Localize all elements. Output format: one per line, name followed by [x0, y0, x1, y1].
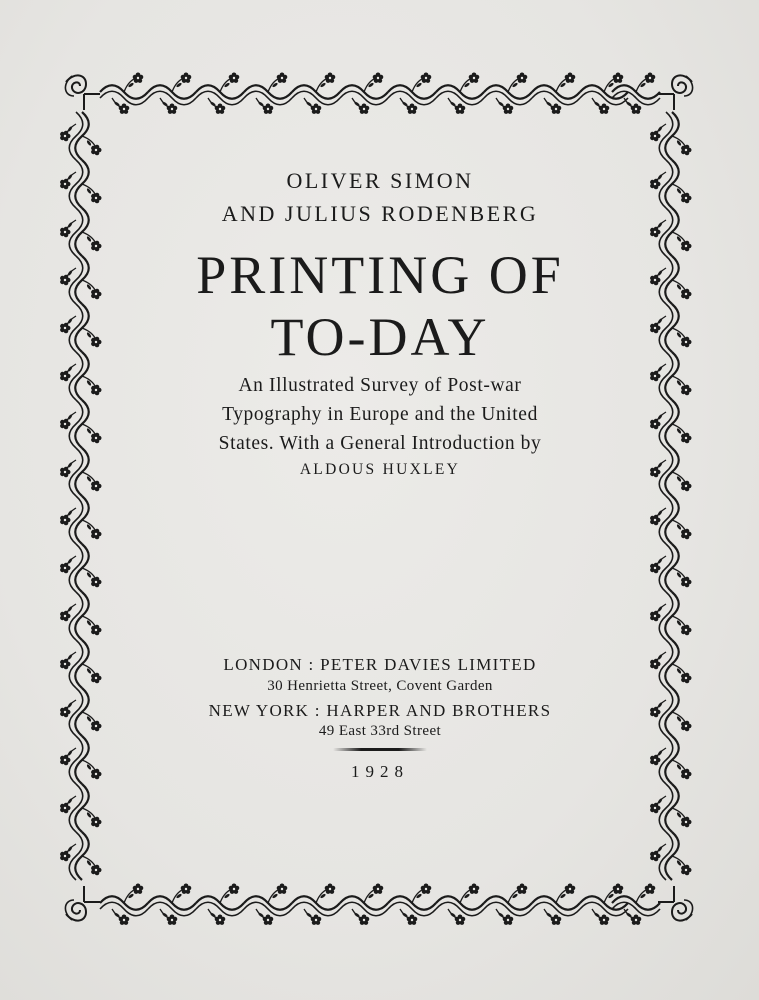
introducer-name: ALDOUS HUXLEY — [299, 461, 461, 478]
corner-ornament — [65, 75, 100, 110]
book-title-line-1: PRINTING OF — [196, 245, 564, 305]
publication-year: 1928 — [351, 762, 409, 781]
subtitle-line-2: Typography in Europe and the United — [222, 404, 538, 425]
border-right — [650, 112, 691, 880]
border-bottom — [100, 884, 660, 925]
border-top — [100, 73, 660, 114]
decorative-rule — [333, 748, 427, 751]
author-line-1: OLIVER SIMON — [286, 168, 474, 193]
publisher-newyork: NEW YORK : HARPER AND BROTHERS — [208, 701, 552, 720]
publisher-newyork-address: 49 East 33rd Street — [318, 723, 442, 739]
publisher-london: LONDON : PETER DAVIES LIMITED — [223, 655, 537, 674]
corner-ornament — [658, 75, 693, 110]
corner-ornament — [65, 886, 100, 921]
publisher-london-address: 30 Henrietta Street, Covent Garden — [267, 678, 493, 694]
border-left — [60, 112, 101, 880]
author-line-2: AND JULIUS RODENBERG — [221, 201, 539, 226]
subtitle-line-1: An Illustrated Survey of Post-war — [238, 375, 522, 396]
corner-ornament — [658, 886, 693, 921]
book-title-line-2: TO-DAY — [270, 307, 490, 367]
subtitle-line-3: States. With a General Introduction by — [218, 433, 542, 454]
